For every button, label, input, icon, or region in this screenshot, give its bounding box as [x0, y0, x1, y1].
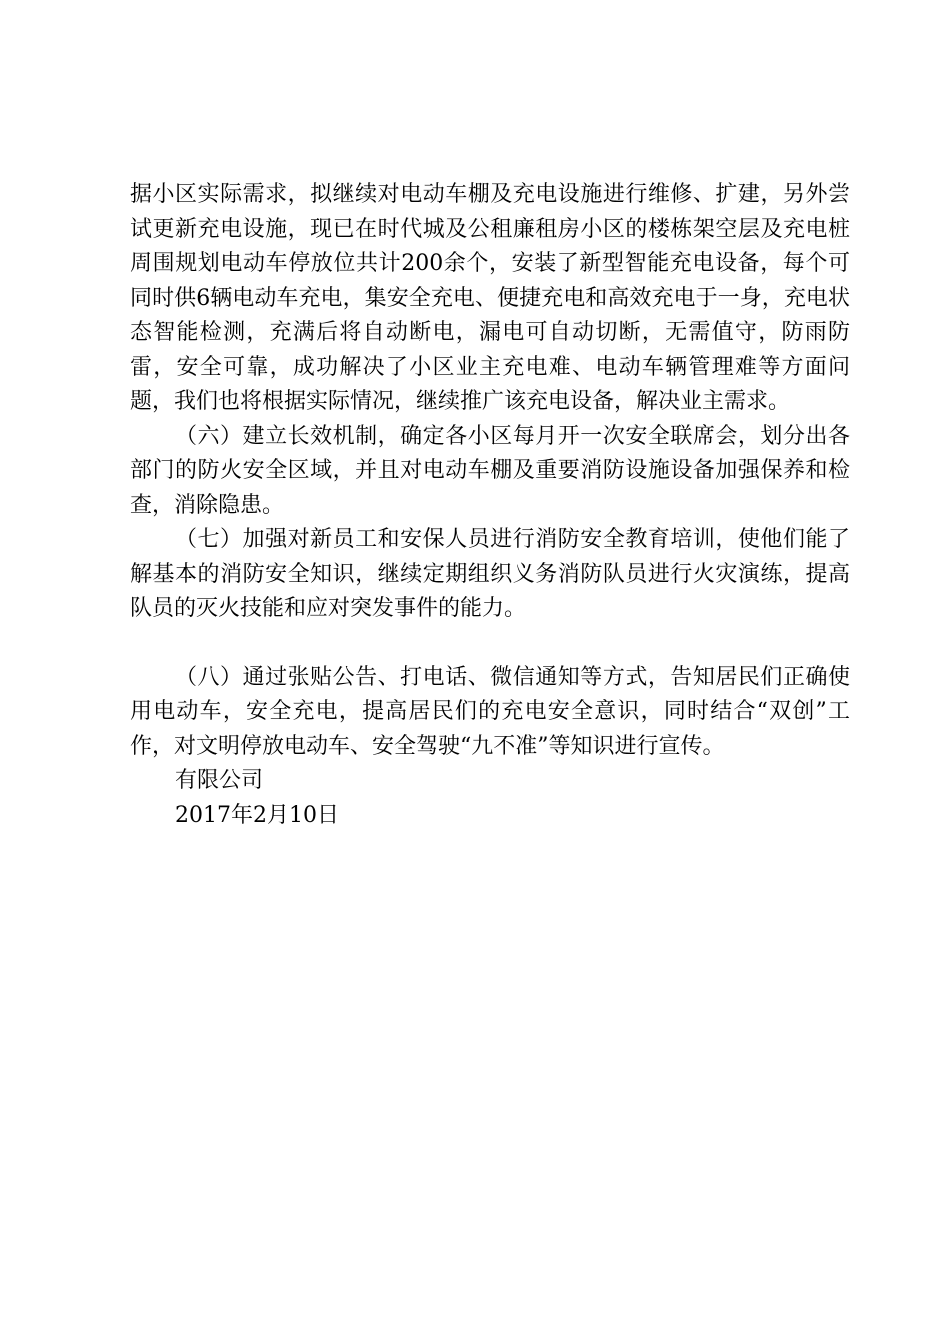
paragraph-item-8: （八）通过张贴公告、打电话、微信通知等方式，告知居民们正确使用电动车，安全充电，提高居民们的充电安全意识，同时结合“双创”工作，对文明停放电动车、安全驾驶“九不准”等知识进行宣传。 [130, 664, 850, 759]
signature-date: 2017年2月10日 [175, 802, 339, 828]
paragraph-continuation: 据小区实际需求，拟继续对电动车棚及充电设施进行维修、扩建，另外尝试更新充电设施，现已在时代城及公租廉租房小区的楼栋架空层及充电桩周围规划电动车停放位共计200余个，安装了新型智能充电设备，每个可同时供6辆电动车充电，集安全充电、便捷充电和高效充电于一身，充电状态智能检测，充满后将自动断电，漏电可自动切断，无需值守，防雨防雷，安全可靠，成功解决了小区业主充电难、电动车辆管理难等方面问题，我们也将根据实际情况，继续推广该充电设备，解决业主需求。 [130, 182, 850, 414]
paragraph-item-6: （六）建立长效机制，确定各小区每月开一次安全联席会，划分出各部门的防火安全区域，并且对电动车棚及重要消防设施设备加强保养和检查，消除隐患。 [130, 423, 850, 518]
signature-company: 有限公司 [175, 768, 264, 793]
paragraph-item-7: （七）加强对新员工和安保人员进行消防安全教育培训，使他们能了解基本的消防安全知识，继续定期组织义务消防队员进行火灾演练，提高队员的灭火技能和应对突发事件的能力。 [130, 527, 850, 621]
document-body [130, 178, 850, 833]
